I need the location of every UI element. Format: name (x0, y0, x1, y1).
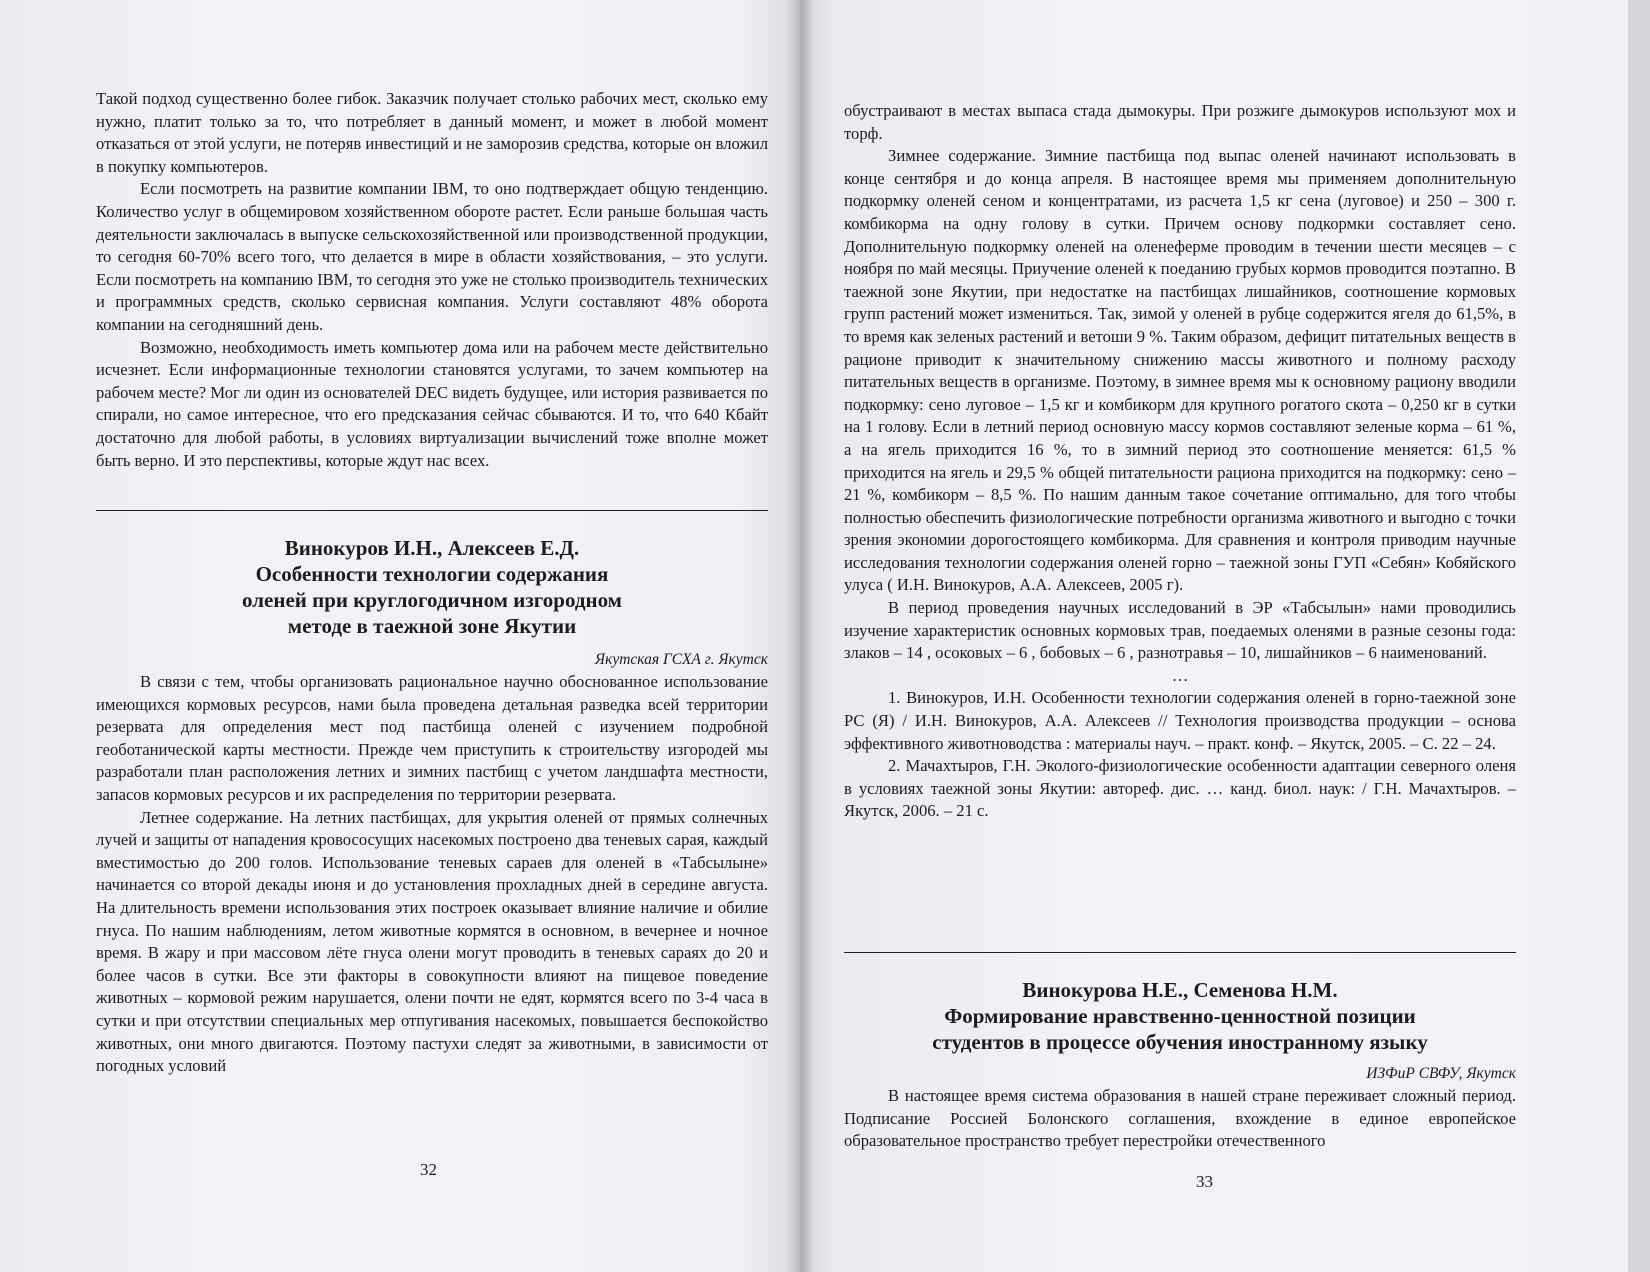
article-affiliation: ИЗФиР СВФУ, Якутск (1366, 1065, 1516, 1082)
book-gutter (786, 0, 814, 1272)
article-title-line: оленей при круглогодичном изгородном (242, 588, 622, 612)
article-title-line: Формирование нравственно-ценностной позиции (944, 1004, 1416, 1028)
ellipsis: … (1171, 665, 1189, 685)
article-authors: Винокуров И.Н., Алексеев Е.Д. (284, 536, 580, 560)
left-article (96, 510, 768, 1078)
paragraph: обустраивают в местах выпаса стада дымокуры. При розжиге дымокуров используют мох и торф. (844, 101, 1516, 143)
article-title-line: методе в таежной зоне Якутии (287, 614, 577, 638)
paragraph: Возможно, необходимость иметь компьютер дома или на рабочем месте действительно исчезнет. Если информационные технологии становятся услугами, то зачем компьютер на рабочем месте? Мог ли один из основателей DEC видеть будущее, или история развивается по спирали, но самое интересное, что его предсказания сейчас сбываются. И то, что 640 Кбайт достаточно для любой работы, в условиях виртуализации вычислений тоже вполне может быть верно. И это перспективы, которые ждут нас всех. (96, 337, 768, 470)
paragraph: В настоящее время система образования в нашей стране переживает сложный период. Подписание Россией Болонского соглашения, вхождение в единое европейское образовательное пространство требует перестройки отечественного (844, 1086, 1516, 1151)
section-divider (96, 510, 768, 511)
right-page (800, 0, 1628, 1272)
paragraph: В связи с тем, чтобы организовать рациональное научно обоснованное использование имеющихся кормовых ресурсов, нами была проведена детальная разведка всей территории резервата для определения мест под пастбища оленей с изучением подробной геоботанической карты местности. Прежде чем приступить к строительству изгородей мы разработали план расположения летних и зимних пастбищ с учетом ландшафта местности, запасов кормовых ресурсов и их распределения по территории резервата. (96, 672, 768, 804)
reference: 2. Мачахтыров, Г.Н. Эколого-физиологические особенности адаптации северного оленя в условиях таежной зоны Якутии: автореф. дис. … канд. биол. наук: / Г.Н. Мачахтыров. – Якутск, 2006. – 21 с. (844, 756, 1516, 821)
paragraph: В период проведения научных исследований в ЭР «Табсылын» нами проводились изучение характеристик основных кормовых трав, поедаемых оленями в разные сезоны года: злаков – 14 , осоковых – 6 , бобовых – 6 , разнотравья – 10, лишайников – 6 наименований. (844, 598, 1516, 663)
paragraph: Если посмотреть на развитие компании IBM, то оно подтверждает общую тенденцию. Количество услуг в общемировом хозяйственном обороте растет. Если раньше большая часть деятельности заключалась в выпуске сельскохозяйственной или производственной продукции, то сегодня 60-70% всего того, что делается в мире в области хозяйствования, – это услуги. Если посмотреть на компанию IBM, то сегодня это уже не столько производитель технических и программных средств, сколько сервисная компания. Услуги составляют 48% оборота компании на сегодняшний день. (96, 179, 768, 334)
article-affiliation: Якутская ГСХА г. Якутск (594, 651, 768, 668)
left-page (0, 0, 800, 1272)
page-number: 33 (1196, 1172, 1213, 1191)
right-top-text (844, 100, 1516, 823)
article-title-line: Особенности технологии содержания (255, 562, 609, 586)
page-number: 32 (420, 1160, 437, 1179)
article-heading (96, 535, 768, 639)
paragraph: Зимнее содержание. Зимние пастбища под выпас оленей начинают использовать в конце сентября и до конца апреля. В настоящее время мы применяем дополнительную подкормку оленей сеном и концентратами, из расчета 1,5 кг сена (луговое) и 250 – 300 г. комбикорма на одну голову в сутки. Причем основу подкормки составляет сено. Дополнительную подкормку оленей на оленеферме проводим в течении шести месяцев – с ноября по май месяцы. Приучение оленей к поеданию грубых кормов проводится поэтапно. В таежной зоне Якутии, при недостатке на пастбищах лишайников, соотношение кормовых групп растений может измениться. Так, зимой у оленей в рубце содержится ягеля до 61,5%, в то время как зеленых растений и ветоши 9 %. Таким образом, дефицит питательных веществ в рационе приводит к значительному снижению массы животного и полному расходу питательных веществ в организме. Поэтому, в зимнее время мы к основному рациону вводили подкормку: сено луговое – 1,5 кг и комбикорм для крупного рогатого скота – 0,250 кг в сутки на 1 голову. Если в летний период основную массу кормов составляют зеленые корма – 61 %, а на ягель приходится 16 %, то в зимний период это соотношение меняется: 61,5 % приходится на ягель и 29,5 % общей питательности рациона приходится на подкормку: сено – 21 %, комбикорм – 8,5 %. По нашим данным такое сочетание оптимально, для того чтобы полностью обеспечить физиологические потребности организма животного и выгодно с точки зрения экономии дорогостоящего комбикорма. Для сравнения и контроля приводим научные исследования технологии содержания оленей горно – таежной зоны ГУП «Себян» Кобяйского улуса ( И.Н. Винокуров, А.А. Алексеев, 2005 г). (844, 146, 1516, 595)
right-article (844, 952, 1516, 1153)
article-title-line: студентов в процессе обучения иностранному языку (932, 1030, 1428, 1054)
article-heading (844, 977, 1516, 1055)
paragraph: Летнее содержание. На летних пастбищах, для укрытия оленей от прямых солнечных лучей и защиты от нападения кровососущих насекомых построено два теневых сарая, каждый вместимостью до 200 голов. Использование теневых сараев для оленей в «Табсылыне» начинается со второй декады июня и до установления прохладных дней в середине августа. На длительность времени использования этих построек оказывает влияние наличие и обилие гнуса. По нашим наблюдениям, летом животные кормятся в основном, в вечернее и ночное время. В жару и при массовом лёте гнуса олени могут проводить в теневых сараях до 20 и более часов в сутки. Все эти факторы в совокупности влияют на пищевое поведение животных – кормовой режим нарушается, олени почти не едят, кормятся всего по 3-4 часа в сутки и при отсутствии специальных мер отпугивания насекомых, повышается беспокойство животных, они много двигаются. Поэтому пастухи следят за животными, в зависимости от погодных условий (96, 807, 768, 1076)
paragraph: Такой подход существенно более гибок. Заказчик получает столько рабочих мест, сколько ему нужно, платит только за то, что потребляет в данный момент, и может в любой момент отказаться от этой услуги, не потеряв инвестиций и не заморозив средства, которые он вложил в покупку компьютеров. (96, 89, 768, 176)
section-divider (844, 952, 1516, 953)
reference: 1. Винокуров, И.Н. Особенности технологии содержания оленей в горно-таежной зоне РС (Я) / И.Н. Винокуров, А.А. Алексеев // Технология производства продукции – основа эффективного животноводства : материалы науч. – практ. конф. – Якутск, 2005. – С. 22 – 24. (844, 688, 1516, 753)
article-authors: Винокурова Н.Е., Семенова Н.М. (1022, 978, 1338, 1002)
left-top-text (96, 88, 768, 472)
page-edge (1628, 0, 1650, 1272)
